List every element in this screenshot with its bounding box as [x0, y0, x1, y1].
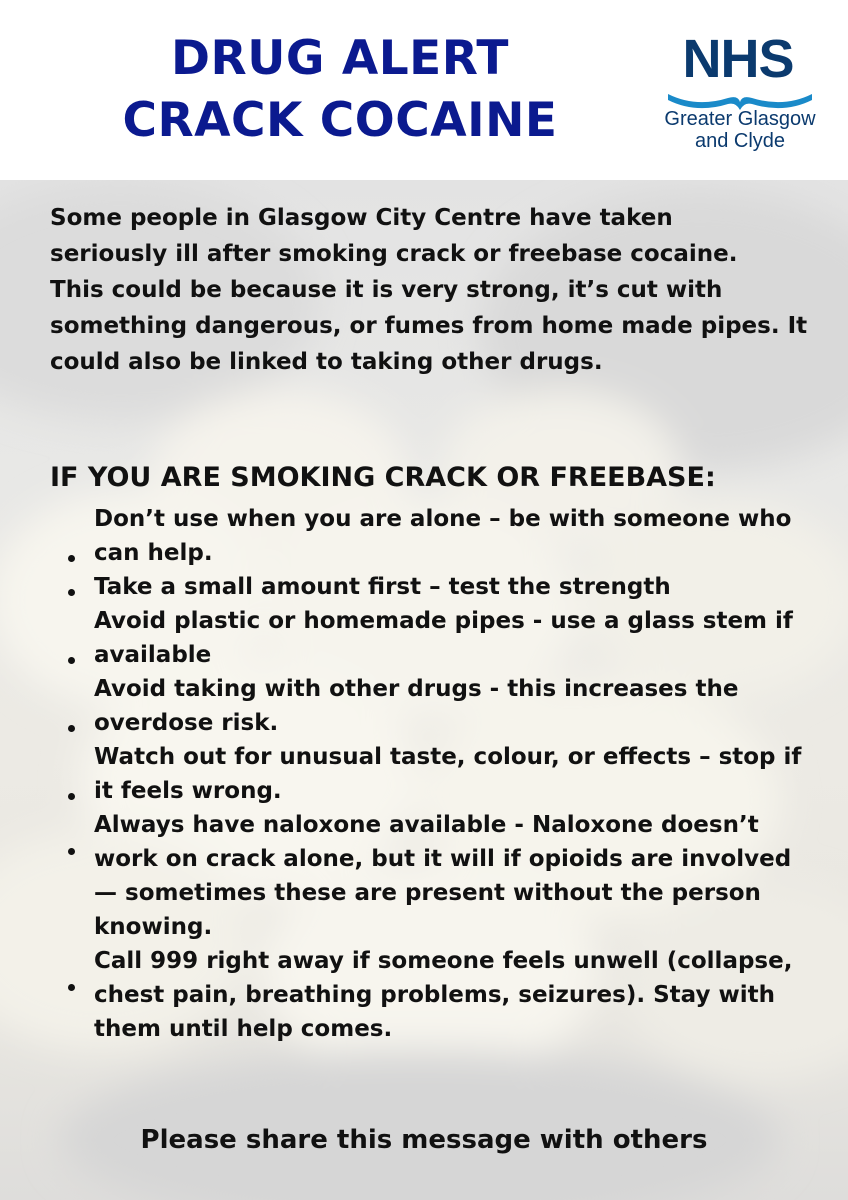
list-item-text — [94, 672, 808, 740]
nhs-logo — [652, 30, 828, 160]
bullet-icon — [68, 848, 75, 855]
list-item-line: chest pain, breathing problems, seizures). Stay with — [94, 982, 775, 1008]
list-item-line: knowing. — [94, 914, 213, 940]
list-item — [68, 502, 808, 570]
list-item — [68, 604, 808, 672]
list-item — [68, 808, 808, 944]
list-item-line: overdose risk. — [94, 710, 279, 736]
list-item-text — [94, 808, 808, 944]
header — [0, 0, 848, 180]
list-item-line: Take a small amount first – test the strength — [94, 574, 671, 600]
list-item-line: Avoid taking with other drugs - this increases the — [94, 676, 739, 702]
bullet-icon — [68, 725, 75, 732]
list-item-text — [94, 604, 808, 672]
list-item-line: Call 999 right away if someone feels unwell (collapse, — [94, 948, 793, 974]
list-item-line: available — [94, 642, 212, 668]
list-item-line: Always have naloxone available - Naloxone doesn’t — [94, 812, 759, 838]
bullet-icon — [68, 589, 75, 596]
nhs-logo-subtitle — [652, 108, 828, 152]
advice-list — [68, 502, 808, 1046]
list-item — [68, 740, 808, 808]
list-item-line: them until help comes. — [94, 1016, 393, 1042]
intro-line: seriously ill after smoking crack or freebase cocaine. — [50, 241, 738, 267]
bullet-icon — [68, 793, 75, 800]
intro-line: Some people in Glasgow City Centre have taken — [50, 205, 673, 231]
list-item-line: work on crack alone, but it will if opioids are involved — [94, 846, 792, 872]
intro-paragraph — [50, 200, 810, 380]
bullet-icon — [68, 984, 75, 991]
list-item-text — [94, 570, 808, 604]
title-line-2: CRACK COCAINE — [122, 93, 558, 148]
list-item-line: it feels wrong. — [94, 778, 282, 804]
intro-line: This could be because it is very strong, it’s cut with — [50, 277, 723, 303]
list-item — [68, 944, 808, 1046]
nhs-logo-mark: NHS — [682, 29, 794, 89]
list-item-line: Avoid plastic or homemade pipes - use a glass stem if — [94, 608, 793, 634]
list-item-text — [94, 944, 808, 1046]
bullet-icon — [68, 555, 75, 562]
list-item — [68, 570, 808, 604]
share-message: Please share this message with others — [140, 1125, 708, 1155]
list-item-line: — sometimes these are present without the person — [94, 880, 761, 906]
list-item-text — [94, 740, 808, 808]
intro-line: could also be linked to taking other drugs. — [50, 349, 603, 375]
list-item-line: Watch out for unusual taste, colour, or effects – stop if — [94, 744, 802, 770]
page-title — [110, 28, 570, 152]
logo-sub-line-2: and Clyde — [694, 130, 786, 152]
list-item-line: Don’t use when you are alone – be with someone who — [94, 506, 792, 532]
list-item-text — [94, 502, 808, 570]
advice-heading: IF YOU ARE SMOKING CRACK OR FREEBASE: — [50, 462, 716, 493]
intro-line: something dangerous, or fumes from home made pipes. It — [50, 313, 808, 339]
bullet-icon — [68, 657, 75, 664]
list-item-line: can help. — [94, 540, 213, 566]
list-item — [68, 672, 808, 740]
logo-sub-line-1: Greater Glasgow — [664, 108, 816, 130]
title-line-1: DRUG ALERT — [171, 31, 509, 86]
alert-content — [0, 180, 848, 1200]
